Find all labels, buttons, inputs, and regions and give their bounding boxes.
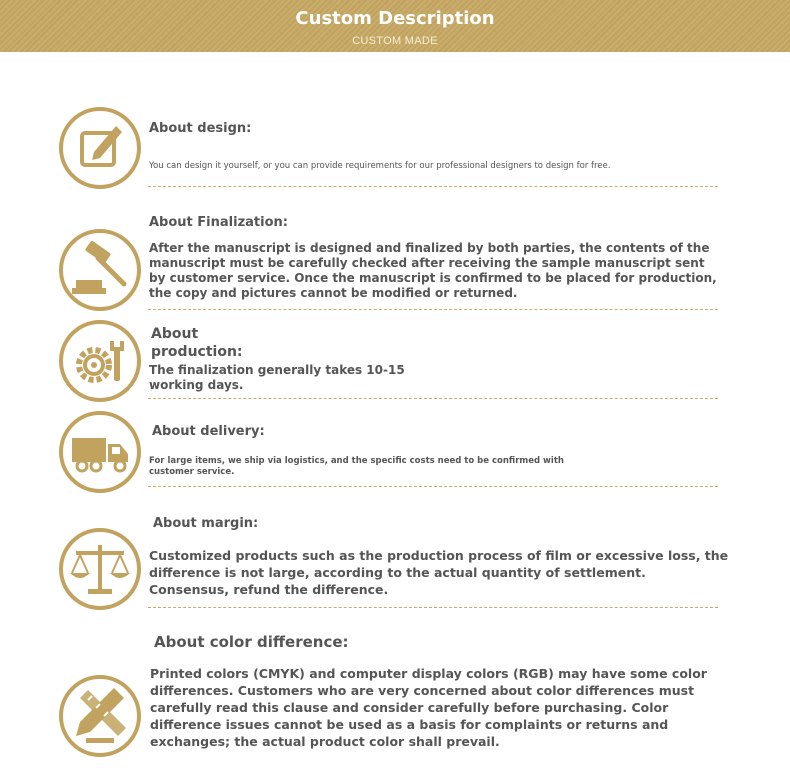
scale-icon bbox=[58, 527, 142, 611]
divider bbox=[148, 309, 718, 310]
pencil-ruler-icon bbox=[58, 674, 142, 758]
edit-icon bbox=[58, 106, 142, 190]
header-banner bbox=[0, 0, 790, 52]
section-text-delivery: For large items, we ship via logistics, and the specific costs need to be confirmed with customer service. bbox=[149, 456, 564, 477]
banner-title: Custom Description bbox=[295, 8, 495, 29]
truck-icon bbox=[58, 410, 142, 494]
section-heading-margin: About margin: bbox=[153, 516, 259, 531]
section-heading-production: About production: bbox=[151, 326, 243, 360]
section-text-color-difference: Printed colors (CMYK) and computer display colors (RGB) may have some color differences. Customers who are very concerned about color differences must carefully read this clause and consider carefully before purchasing. Color difference issues cannot be used as a basis for complaints or returns and exchanges; the actual product color shall prevail. bbox=[150, 666, 707, 749]
divider bbox=[148, 486, 718, 487]
banner-subtitle: CUSTOM MADE bbox=[352, 35, 438, 47]
section-text-margin: Customized products such as the production process of film or excessive loss, the difference is not large, according to the actual quantity of settlement. Consensus, refund the difference. bbox=[149, 548, 729, 597]
gear-wrench-icon bbox=[58, 319, 142, 403]
divider bbox=[148, 186, 718, 187]
section-heading-design: About design: bbox=[149, 121, 252, 136]
gavel-icon bbox=[58, 228, 142, 312]
section-heading-delivery: About delivery: bbox=[152, 424, 265, 439]
divider bbox=[148, 607, 718, 608]
section-text-production: The finalization generally takes 10-15 working days. bbox=[149, 363, 405, 392]
section-heading-color-difference: About color difference: bbox=[154, 633, 349, 651]
section-text-design: You can design it yourself, or you can provide requirements for our professional designers to design for free. bbox=[149, 161, 611, 171]
section-text-finalization: After the manuscript is designed and finalized by both parties, the contents of the manuscript must be carefully checked after receiving the sample manuscript sent by customer service. Once the manuscript is confirmed to be placed for production, the copy and pictures cannot be modified or returned. bbox=[149, 241, 717, 300]
section-heading-finalization: About Finalization: bbox=[149, 215, 288, 230]
divider bbox=[148, 398, 718, 399]
